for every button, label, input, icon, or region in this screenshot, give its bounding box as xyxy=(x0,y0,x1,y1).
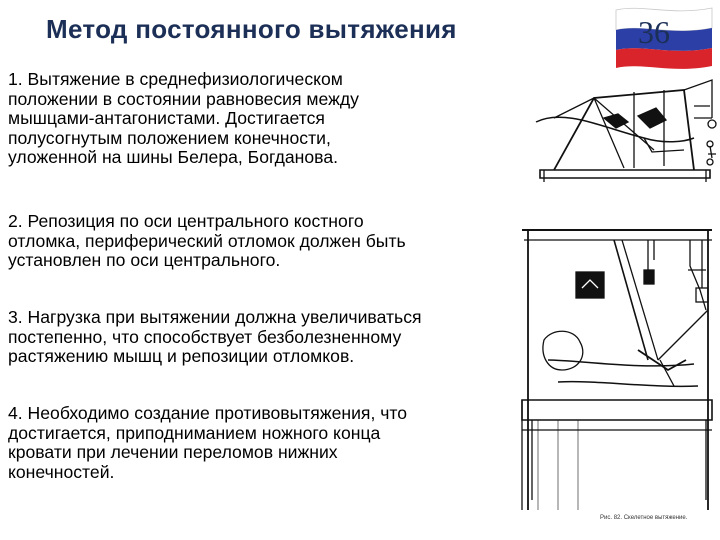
paragraph-2: 2. Репозиция по оси центрального костного отломка, периферический отломок должен быть установлен по оси центрального. xyxy=(8,211,406,270)
skeletal-traction-bed-illustration xyxy=(518,210,716,530)
beler-splint-illustration xyxy=(534,58,718,190)
slide-title: Метод постоянного вытяжения xyxy=(46,14,457,44)
paragraph-3: 3. Нагрузка при вытяжении должна увеличиваться постепенно, что способствует безболезненному растяжению мышц и репозиции отломков. xyxy=(8,307,422,366)
paragraph-4: 4. Необходимо создание противовытяжения, что достигается, приподниманием ножного конца кровати при лечении переломов нижних конечностей. xyxy=(8,403,408,482)
slide-number: 36 xyxy=(638,14,670,50)
figure-caption: Рис. 82. Скелетное вытяжение. xyxy=(600,515,688,521)
paragraph-1: 1. Вытяжение в среднефизиологическом положении в состоянии равновесия между мышцами-антагонистами. Достигается полусогнутым положением конечности, уложенной на шины Белера, Богданова. xyxy=(8,69,359,167)
